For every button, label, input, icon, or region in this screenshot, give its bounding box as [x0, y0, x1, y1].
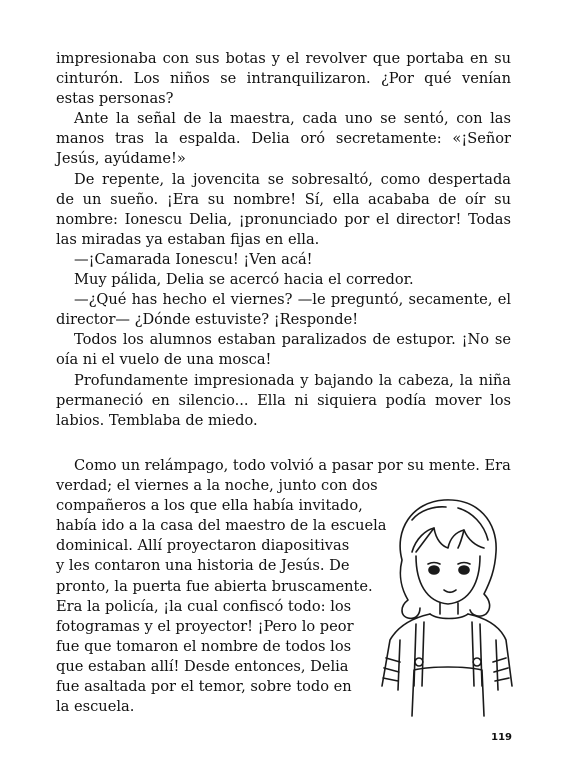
- text-line: y les contaron una historia de Jesús. De: [56, 557, 350, 575]
- text-line: la escuela.: [56, 698, 135, 716]
- text-line: había ido a la casa del maestro de la escuela: [56, 517, 387, 535]
- text-line: fue asaltada por el temor, sobre todo en: [56, 678, 352, 696]
- text-line: verdad; el viernes a la noche, junto con dos: [56, 477, 378, 495]
- dialogue-line: —¿Qué has hecho el viernes? —le preguntó, secamente, el director— ¿Dónde estuviste? ¡Responde!: [56, 291, 511, 329]
- text-line: fue que tomaron el nombre de todos los: [56, 637, 352, 655]
- body-text: [56, 49, 511, 431]
- text-line: compañeros a los que ella había invitado,: [56, 497, 363, 515]
- dialogue-line: —¡Camarada Ionescu! ¡Ven acá!: [74, 250, 313, 268]
- text-line: Era la policía, ¡la cual confiscó todo: los: [56, 597, 352, 615]
- text-line: dominical. Allí proyectaron diapositivas: [56, 537, 350, 555]
- text-line: Como un relámpago, todo volvió a pasar por su mente. Era: [74, 457, 511, 474]
- girl-illustration: [372, 490, 518, 720]
- text-line: que estaban allí! Desde entonces, Delia: [56, 657, 349, 675]
- paragraph: Todos los alumnos estaban paralizados de estupor. ¡No se oía ni el vuelo de una mosca!: [56, 331, 511, 369]
- text-line: pronto, la puerta fue abierta bruscamente.: [56, 577, 373, 595]
- paragraph: Profundamente impresionada y bajando la cabeza, la niña permaneció en silencio... Ella ni siquiera podía mover los labios. Temblaba de miedo.: [56, 371, 511, 429]
- paragraph: Ante la señal de la maestra, cada uno se sentó, con las manos tras la espalda. Delia oró secretamente: «¡Señor Jesús, ayúdame!»: [56, 110, 511, 168]
- paragraph: impresionaba con sus botas y el revolver que portaba en su cinturón. Los niños se intranquilizaron. ¿Por qué venían estas personas?: [56, 50, 511, 108]
- paragraph: Muy pálida, Delia se acercó hacia el corredor.: [74, 271, 414, 289]
- page-number: 119: [491, 732, 512, 743]
- paragraph: De repente, la jovencita se sobresaltó, como despertada de un sueño. ¡Era su nombre! Sí, ella acababa de oír su nombre: Ionescu Delia, ¡pronunciado por el director! Todas las miradas ya estaban fijas en ella.: [56, 170, 511, 248]
- text-line: fotogramas y el proyector! ¡Pero lo peor: [56, 617, 354, 635]
